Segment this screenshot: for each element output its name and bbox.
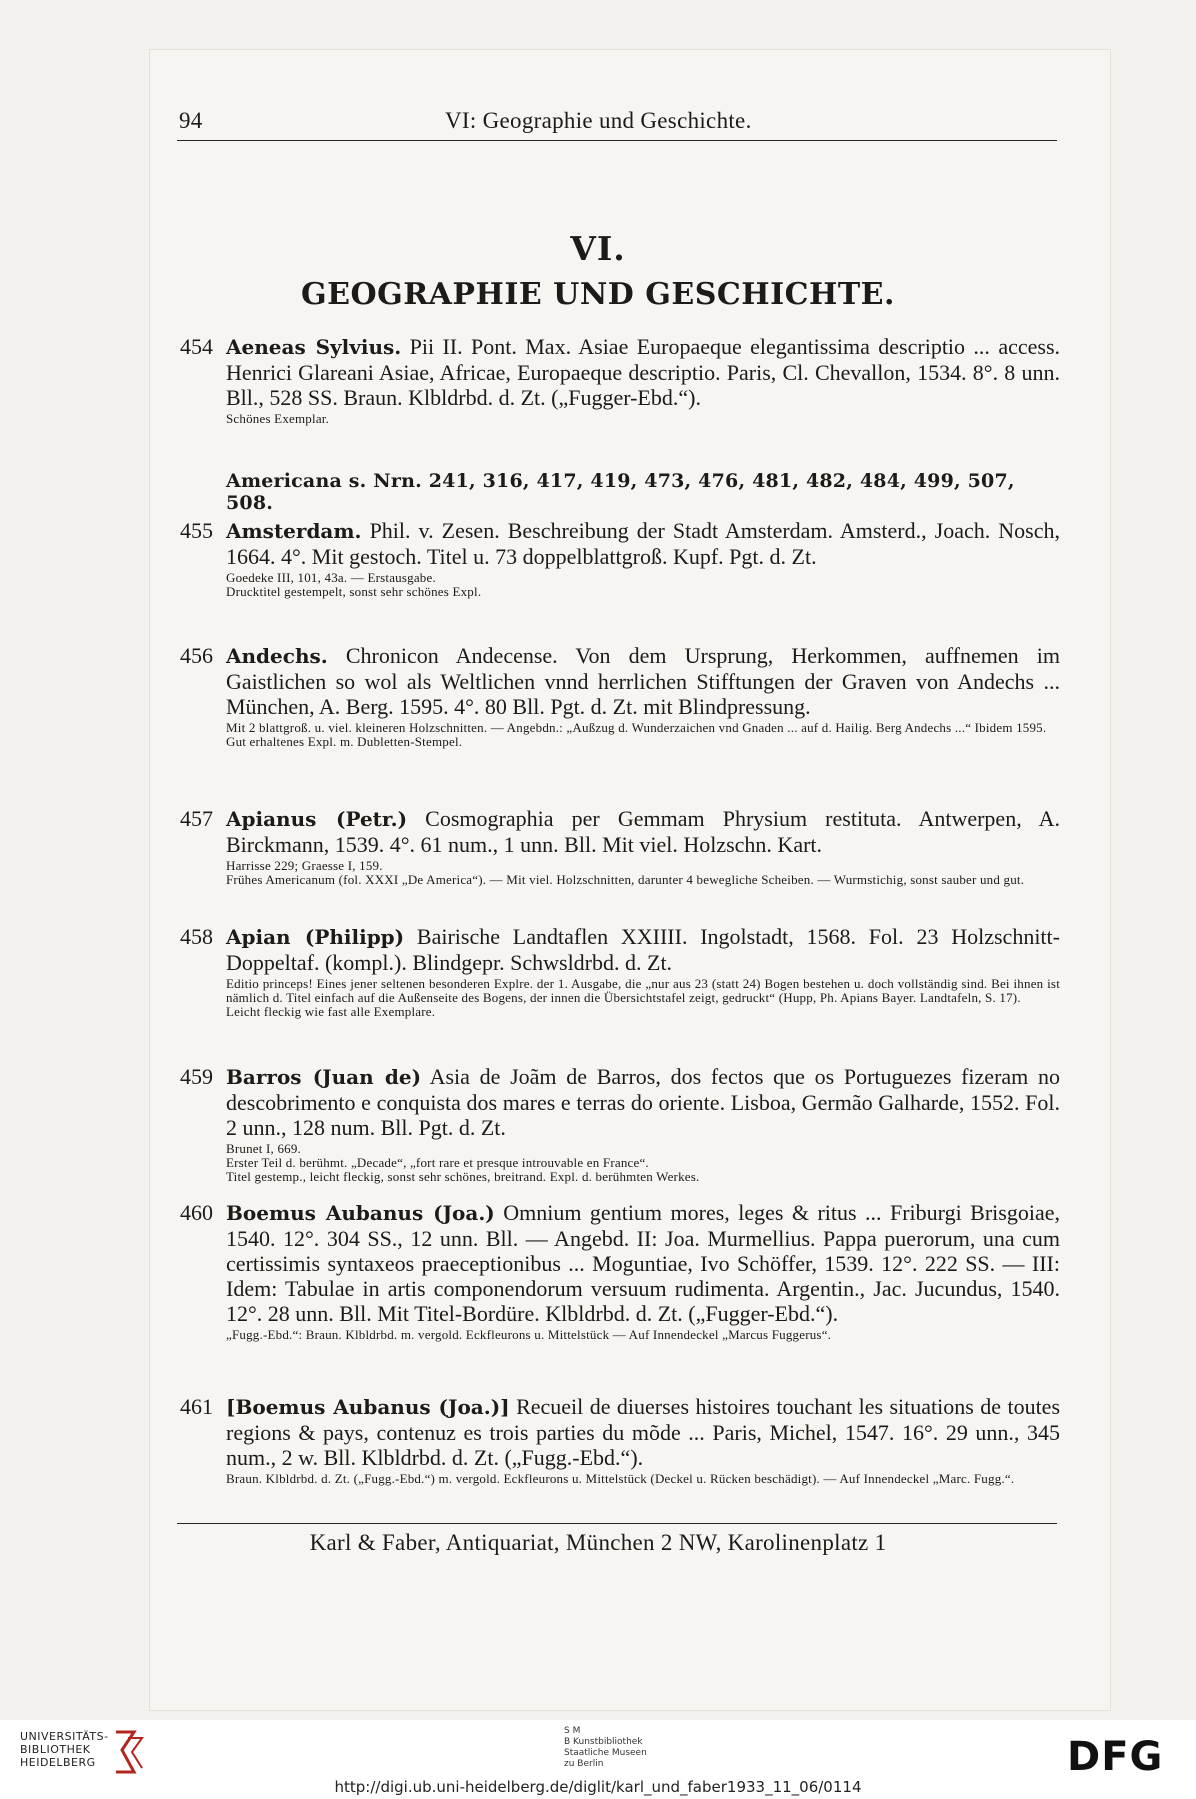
entry-note: Mit 2 blattgroß. u. viel. kleineren Holzschnitten. — Angebdn.: „Außzug d. Wunderzaichen vnd Gnaden ... auf d. Hailig. Berg Andechs ...“ Ibidem 1595. [226,720,1047,735]
entry-note: Leicht fleckig wie fast alle Exemplare. [226,1004,436,1019]
entry-author: Apian (Philipp) [226,925,405,949]
page-number: 94 [179,108,203,133]
entry-notes [226,1328,1060,1342]
entry-note: Schönes Exemplar. [226,411,330,426]
entry-note: Braun. Klbldrbd. d. Zt. („Fugg.-Ebd.“) m. vergold. Eckfleurons u. Mittelstück (Deckel u. Rücken beschädigt). — Auf Innendeckel „Marc. Fugg.“. [226,1471,1015,1486]
entry-notes [226,1142,1060,1184]
entry-text: Chronicon Andecense. Von dem Ursprung, Herkommen, auffnemen im Gaistlichen so wol als Weltlichen vnnd herrlichen Stifftungen der Graven von Andechs ... München, A. Berg. 1595. 4°. 80 Bll. Pgt. d. Zt. mit Blindpressung. [226,643,1060,719]
digitization-banner [0,1720,1196,1799]
entry-notes [226,571,1060,599]
entry-text: Cosmographia per Gemmam Phrysium restituta. Antwerpen, A. Birckmann, 1539. 4°. 61 num., 1 unn. Bll. Mit viel. Holzschn. Kart. [226,806,1060,857]
entry-author: Barros (Juan de) [226,1065,422,1089]
entry-note: Editio princeps! Eines jener seltenen besonderen Explre. der 1. Ausgabe, die „nur aus 23 (statt 24) Bogen bestehen u. doch vollständig sind. Bei ihnen ist nämlich d. Titel einfach auf die Außenseite des Bogens, der innen die Übersichtstafel zeigt, gedruckt“ (Hupp, Ph. Apians Bayer. Landtafeln, S. 17). [226,976,1060,1005]
entry-text: Bairische Landtaflen XXIIII. Ingolstadt, 1568. Fol. 23 Holzschnitt-Doppeltaf. (kompl.). Blindgepr. Schwsldrbd. d. Zt. [226,924,1060,975]
entry-body [226,806,1060,857]
entry-author: Amsterdam. [226,519,362,543]
heidelberg-mark-icon [112,1728,146,1776]
entry-author: Boemus Aubanus (Joa.) [226,1201,495,1225]
entry-number: 458 [180,924,213,949]
entry-note: Frühes Americanum (fol. XXXI „De America“). — Mit viel. Holzschnitten, darunter 4 bewegliche Scheiben. — Wurmstichig, sonst sauber und gut. [226,872,1025,887]
catalog-entry [180,643,1060,749]
running-title: VI: Geographie und Geschichte. [445,108,752,133]
entry-author: [Boemus Aubanus (Joa.)] [226,1395,510,1419]
entry-number: 461 [180,1394,213,1419]
permalink-url[interactable]: http://digi.ub.uni-heidelberg.de/diglit/karl_und_faber1933_11_06/0114 [334,1778,862,1796]
entry-text: Recueil de diuerses histoires touchant les situations de toutes regions & pays, contenuz es trois parties du mõde ... Paris, Michel, 1547. 16°. 29 unn., 345 num., 2 w. Bll. Klbldrbd. d. Zt. („Fugg.-Ebd.“). [226,1394,1061,1470]
entry-text: Pii II. Pont. Max. Asiae Europaeque elegantissima descriptio ... access. Henrici Glareani Asiae, Africae, Europaeque descriptio. Paris, Cl. Chevallon, 1534. 8°. 8 unn. Bll., 528 SS. Braun. Klbldrbd. d. Zt. („Fugger-Ebd.“). [226,334,1061,410]
entry-body [226,1200,1060,1326]
entry-notes [226,1472,1060,1486]
catalog-entry [180,806,1060,887]
americana-crossref: Americana s. Nrn. 241, 316, 417, 419, 473, 476, 481, 482, 484, 499, 507, 508. [226,470,1015,514]
entry-body [226,518,1060,569]
catalog-entry [180,334,1060,426]
catalog-entry [180,924,1060,1019]
entry-note: Brunet I, 669. [226,1141,302,1156]
university-library-logo: UNIVERSITÄTS- BIBLIOTHEK HEIDELBERG [20,1730,109,1769]
entry-number: 459 [180,1064,213,1089]
section-number: VI. [570,229,626,268]
entry-number: 454 [180,334,213,359]
entry-note: Titel gestemp., leicht fleckig, sonst sehr schönes, breitrand. Expl. d. berühmten Werkes. [226,1169,700,1184]
entry-body [226,1064,1060,1140]
catalog-entry [180,518,1060,599]
entry-notes [226,412,1060,426]
kunstbibliothek-logo: S M B Kunstbibliothek Staatliche Museen zu Berlin [564,1726,647,1769]
entry-note: „Fugg.-Ebd.“: Braun. Klbldrbd. m. vergold. Eckfleurons u. Mittelstück — Auf Innendeckel „Marcus Fuggerus“. [226,1327,832,1342]
entry-number: 460 [180,1200,213,1225]
entry-body [226,1394,1060,1470]
catalog-entry [180,1394,1060,1486]
entry-author: Aeneas Sylvius. [226,335,402,359]
entry-notes [226,977,1060,1019]
section-title: GEOGRAPHIE UND GESCHICHTE. [300,277,895,312]
entry-notes [226,859,1060,887]
entry-text: Asia de Joãm de Barros, dos fectos que os Portuguezes fizeram no descobrimento e conquista dos mares e terras do oriente. Lisboa, Germão Galharde, 1552. Fol. 2 unn., 128 num. Bll. Pgt. d. Zt. [226,1064,1060,1140]
running-header [175,106,1055,138]
entry-body [226,643,1060,719]
entry-number: 455 [180,518,213,543]
header-rule [177,140,1057,141]
entry-note: Drucktitel gestempelt, sonst sehr schönes Expl. [226,584,482,599]
entry-note: Gut erhaltenes Expl. m. Dubletten-Stempel. [226,734,463,749]
entry-note: Harrisse 229; Graesse I, 159. [226,858,383,873]
entry-author: Apianus (Petr.) [226,807,408,831]
entry-text: Omnium gentium mores, leges & ritus ... Friburgi Brisgoiae, 1540. 12°. 304 SS., 12 unn. Bll. — Angebd. II: Joa. Murmellius. Pappa puerorum, una cum certissimis syntaxeos praeceptionibus ... Moguntiae, Ivo Schöffer, 1539. 12°. 222 SS. — III: Idem: Tabulae in artis componendorum versuum rudimenta. Argentin., Jac. Jucundus, 1540. 12°. 28 unn. Bll. Mit Titel-Bordüre. Klbldrbd. d. Zt. („Fugger-Ebd.“). [226,1200,1060,1326]
entry-note: Goedeke III, 101, 43a. — Erstausgabe. [226,570,436,585]
entry-body [226,924,1060,975]
publisher-footer: Karl & Faber, Antiquariat, München 2 NW, Karolinenplatz 1 [309,1530,887,1555]
entry-body [226,334,1060,410]
entry-notes [226,721,1060,749]
entry-number: 457 [180,806,213,831]
entry-number: 456 [180,643,213,668]
entry-note: Erster Teil d. berühmt. „Decade“, „fort rare et presque introuvable en France“. [226,1155,649,1170]
dfg-logo: DFG [1067,1734,1164,1780]
entry-author: Andechs. [226,644,328,668]
catalog-entry [180,1200,1060,1342]
footer-rule [177,1523,1057,1524]
entry-text: Phil. v. Zesen. Beschreibung der Stadt Amsterdam. Amsterd., Joach. Nosch, 1664. 4°. Mit gestoch. Titel u. 73 doppelblattgroß. Kupf. Pgt. d. Zt. [226,518,1060,569]
catalog-entry [180,1064,1060,1184]
